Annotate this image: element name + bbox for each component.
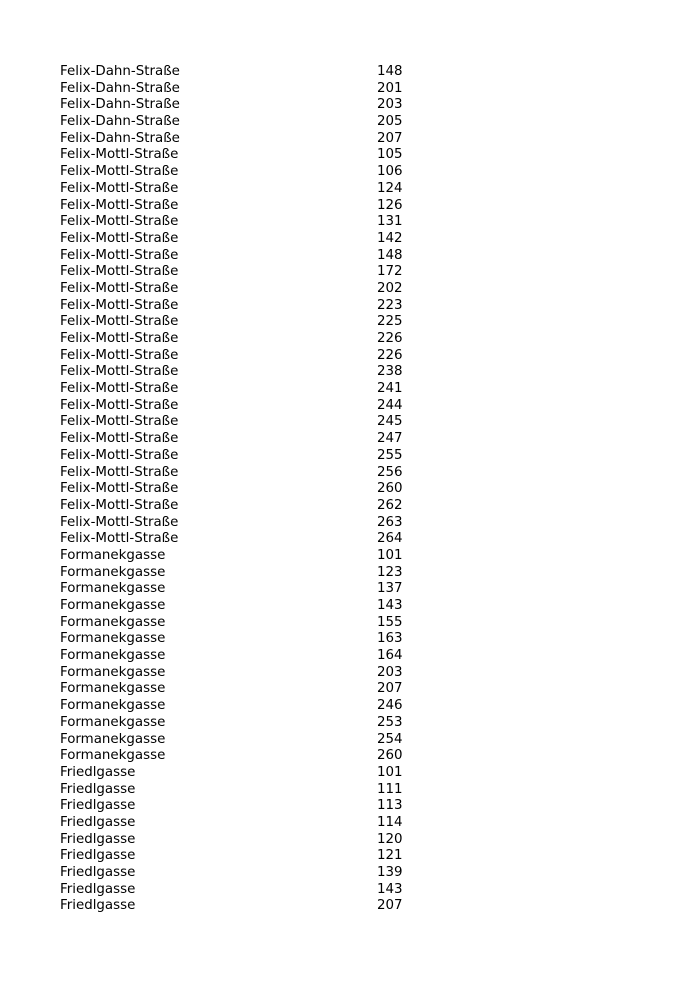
house-number: 114 xyxy=(377,814,403,830)
list-item xyxy=(60,681,440,698)
list-item xyxy=(60,648,440,665)
list-item xyxy=(60,832,440,849)
list-item xyxy=(60,581,440,598)
street-name: Felix-Mottl-Straße xyxy=(60,314,179,330)
list-item xyxy=(60,248,440,265)
street-name: Felix-Mottl-Straße xyxy=(60,264,179,280)
list-item xyxy=(60,631,440,648)
house-number: 255 xyxy=(377,447,403,463)
street-name: Friedlgasse xyxy=(60,881,136,897)
list-item xyxy=(60,598,440,615)
house-number: 143 xyxy=(377,881,403,897)
street-name: Felix-Mottl-Straße xyxy=(60,414,179,430)
house-number: 120 xyxy=(377,831,403,847)
house-number: 101 xyxy=(377,764,403,780)
street-name: Felix-Mottl-Straße xyxy=(60,280,179,296)
list-item xyxy=(60,431,440,448)
street-name: Friedlgasse xyxy=(60,764,136,780)
list-item xyxy=(60,97,440,114)
house-number: 163 xyxy=(377,631,403,647)
house-number: 223 xyxy=(377,297,403,313)
house-number: 143 xyxy=(377,598,403,613)
house-number: 253 xyxy=(377,714,403,730)
list-item xyxy=(60,181,440,198)
street-name: Friedlgasse xyxy=(60,848,136,864)
list-item xyxy=(60,147,440,164)
house-number: 262 xyxy=(377,497,403,513)
list-item xyxy=(60,164,440,181)
house-number: 238 xyxy=(377,364,403,380)
house-number: 155 xyxy=(377,614,403,630)
house-number: 164 xyxy=(377,648,403,664)
street-name: Felix-Mottl-Straße xyxy=(60,230,179,246)
list-item xyxy=(60,298,440,315)
house-number: 260 xyxy=(377,481,403,497)
street-name: Friedlgasse xyxy=(60,898,136,914)
street-name: Felix-Mottl-Straße xyxy=(60,147,179,163)
street-name: Felix-Mottl-Straße xyxy=(60,381,179,397)
street-name: Felix-Dahn-Straße xyxy=(60,64,180,79)
street-name: Formanekgasse xyxy=(60,598,166,613)
list-item xyxy=(60,198,440,215)
list-item xyxy=(60,364,440,381)
house-number: 121 xyxy=(377,848,403,864)
list-item xyxy=(60,531,440,548)
street-name: Felix-Mottl-Straße xyxy=(60,247,179,263)
house-number: 225 xyxy=(377,314,403,330)
street-name: Felix-Mottl-Straße xyxy=(60,364,179,380)
list-item xyxy=(60,64,440,81)
house-number: 254 xyxy=(377,731,403,747)
house-number: 131 xyxy=(377,214,403,230)
street-name: Friedlgasse xyxy=(60,798,136,814)
street-name: Formanekgasse xyxy=(60,648,166,664)
house-number: 207 xyxy=(377,898,403,914)
street-name: Formanekgasse xyxy=(60,614,166,630)
street-name: Felix-Mottl-Straße xyxy=(60,197,179,213)
house-number: 148 xyxy=(377,64,403,79)
list-item xyxy=(60,448,440,465)
house-number: 126 xyxy=(377,197,403,213)
street-name: Felix-Mottl-Straße xyxy=(60,214,179,230)
house-number: 256 xyxy=(377,464,403,480)
street-name: Felix-Mottl-Straße xyxy=(60,464,179,480)
house-number: 142 xyxy=(377,230,403,246)
house-number: 105 xyxy=(377,147,403,163)
house-number: 139 xyxy=(377,865,403,880)
street-name: Felix-Mottl-Straße xyxy=(60,347,179,363)
house-number: 226 xyxy=(377,347,403,363)
street-name: Felix-Mottl-Straße xyxy=(60,447,179,463)
list-item xyxy=(60,765,440,782)
house-number: 264 xyxy=(377,531,403,547)
street-name: Formanekgasse xyxy=(60,547,166,563)
list-item xyxy=(60,264,440,281)
street-name: Felix-Dahn-Straße xyxy=(60,130,180,146)
address-list xyxy=(60,64,440,915)
list-item xyxy=(60,898,440,915)
street-name: Felix-Dahn-Straße xyxy=(60,80,180,96)
street-name: Felix-Dahn-Straße xyxy=(60,97,180,113)
house-number: 263 xyxy=(377,514,403,530)
street-name: Felix-Mottl-Straße xyxy=(60,297,179,313)
street-name: Formanekgasse xyxy=(60,564,166,580)
house-number: 137 xyxy=(377,581,403,597)
street-name: Felix-Mottl-Straße xyxy=(60,397,179,413)
house-number: 172 xyxy=(377,264,403,280)
street-name: Formanekgasse xyxy=(60,664,166,680)
street-name: Formanekgasse xyxy=(60,731,166,747)
list-item xyxy=(60,515,440,532)
list-item xyxy=(60,214,440,231)
street-name: Friedlgasse xyxy=(60,814,136,830)
house-number: 241 xyxy=(377,381,403,397)
list-item xyxy=(60,732,440,749)
house-number: 201 xyxy=(377,80,403,96)
street-name: Felix-Mottl-Straße xyxy=(60,331,179,346)
list-item xyxy=(60,882,440,899)
list-item xyxy=(60,131,440,148)
house-number: 244 xyxy=(377,397,403,413)
list-item xyxy=(60,748,440,765)
street-name: Formanekgasse xyxy=(60,681,166,697)
list-item xyxy=(60,465,440,482)
list-item xyxy=(60,348,440,365)
list-item xyxy=(60,698,440,715)
street-name: Felix-Mottl-Straße xyxy=(60,180,179,196)
list-item xyxy=(60,715,440,732)
street-name: Formanekgasse xyxy=(60,748,166,764)
street-name: Formanekgasse xyxy=(60,698,166,714)
street-name: Felix-Mottl-Straße xyxy=(60,531,179,547)
street-name: Formanekgasse xyxy=(60,714,166,730)
house-number: 246 xyxy=(377,698,403,714)
house-number: 111 xyxy=(377,781,403,797)
house-number: 245 xyxy=(377,414,403,430)
list-item xyxy=(60,665,440,682)
list-item xyxy=(60,331,440,348)
list-item xyxy=(60,498,440,515)
street-name: Formanekgasse xyxy=(60,631,166,647)
list-item xyxy=(60,615,440,632)
house-number: 207 xyxy=(377,130,403,146)
list-item xyxy=(60,798,440,815)
house-number: 113 xyxy=(377,798,403,814)
street-name: Friedlgasse xyxy=(60,831,136,847)
house-number: 260 xyxy=(377,748,403,764)
house-number: 101 xyxy=(377,547,403,563)
list-item xyxy=(60,314,440,331)
list-item xyxy=(60,782,440,799)
house-number: 202 xyxy=(377,280,403,296)
street-name: Formanekgasse xyxy=(60,581,166,597)
house-number: 106 xyxy=(377,164,403,180)
street-name: Felix-Mottl-Straße xyxy=(60,481,179,497)
street-name: Friedlgasse xyxy=(60,865,136,880)
list-item xyxy=(60,815,440,832)
list-item xyxy=(60,565,440,582)
street-name: Felix-Dahn-Straße xyxy=(60,114,180,130)
list-item xyxy=(60,231,440,248)
street-name: Felix-Mottl-Straße xyxy=(60,431,179,447)
house-number: 124 xyxy=(377,180,403,196)
house-number: 247 xyxy=(377,431,403,447)
house-number: 203 xyxy=(377,97,403,113)
list-item xyxy=(60,481,440,498)
list-item xyxy=(60,381,440,398)
street-name: Felix-Mottl-Straße xyxy=(60,164,179,180)
street-name: Felix-Mottl-Straße xyxy=(60,497,179,513)
list-item xyxy=(60,281,440,298)
house-number: 205 xyxy=(377,114,403,130)
house-number: 148 xyxy=(377,247,403,263)
street-name: Friedlgasse xyxy=(60,781,136,797)
house-number: 123 xyxy=(377,564,403,580)
list-item xyxy=(60,848,440,865)
list-item xyxy=(60,548,440,565)
list-item xyxy=(60,414,440,431)
house-number: 203 xyxy=(377,664,403,680)
list-item xyxy=(60,398,440,415)
street-name: Felix-Mottl-Straße xyxy=(60,514,179,530)
list-item xyxy=(60,81,440,98)
list-item xyxy=(60,865,440,882)
house-number: 226 xyxy=(377,331,403,346)
list-item xyxy=(60,114,440,131)
house-number: 207 xyxy=(377,681,403,697)
